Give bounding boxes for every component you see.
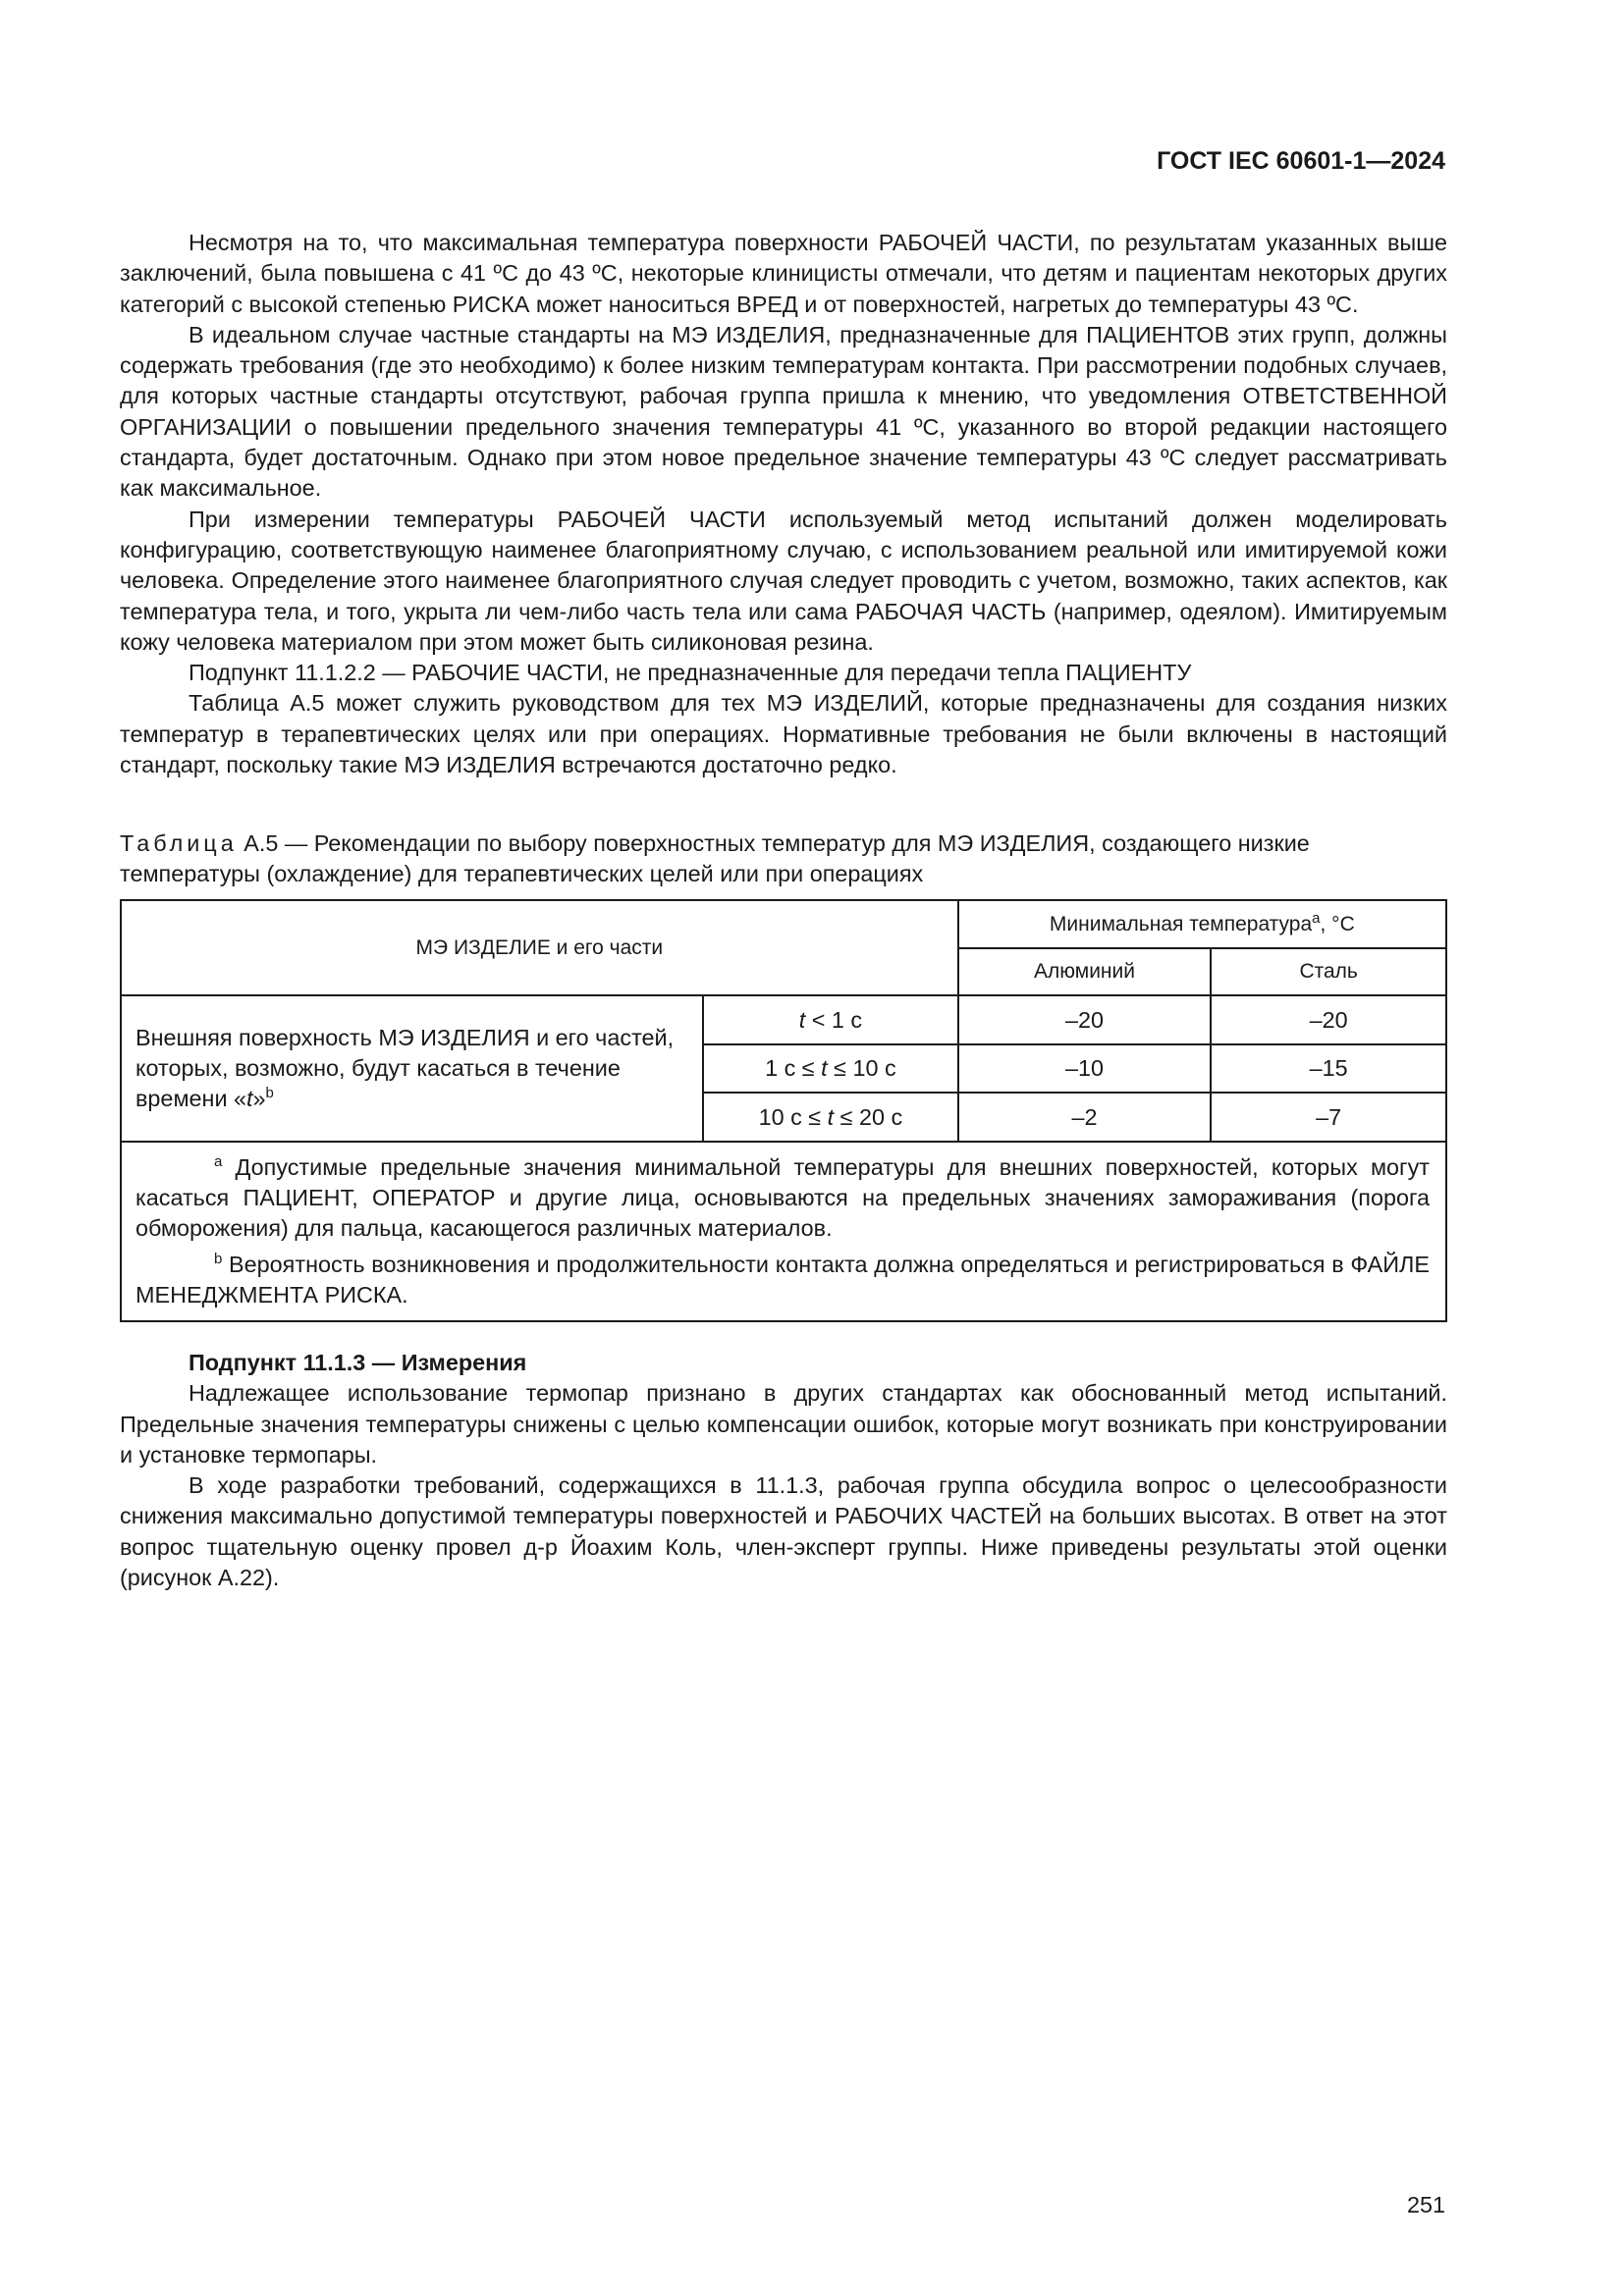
steel-value: –20 [1211,995,1446,1044]
footnote-b: $^b$ Вероятность возникновения и продолжительности контакта должна определяться и регистрироваться в ФАЙЛЕ МЕНЕДЖМЕНТА РИСКА. [135,1251,1430,1308]
steel-value: –15 [1211,1044,1446,1093]
intro-text [120,228,1447,780]
aluminium-value: –2 [958,1093,1212,1142]
paragraph: Таблица А.5 может служить руководством для тех МЭ ИЗДЕЛИЙ, которые предназначены для создания низких температур в терапевтических целях или при операциях. Нормативные требования не были включены в настоящий стандарт, поскольку такие МЭ ИЗДЕЛИЯ встречаются достаточно редко. [120,690,1447,778]
standard-header: ГОСТ IEC 60601-1—2024 [1157,147,1445,175]
table-caption-text: А.5 — Рекомендации по выбору поверхностных температур для МЭ ИЗДЕЛИЯ, создающего низкие температуры (охлаждение) для терапевтических целей или при операциях [120,830,1310,886]
paragraph: Несмотря на то, что максимальная температура поверхности РАБОЧЕЙ ЧАСТИ, по результатам указанных выше заключений, была повышена с 41 ºC до 43 ºC, некоторые клиницисты отмечали, что детям и пациентам некоторых других категорий с высокой степенью РИСКА может наноситься ВРЕД и от поверхностей, нагретых до температуры 43 ºC. [120,230,1447,317]
footnote-a: $^a$ Допустимые предельные значения минимальной температуры для внешних поверхностей, которых могут касаться ПАЦИЕНТ, ОПЕРАТОР и другие лица, основываются на предельных значениях замораживания (порога обморожения) для пальца, касающегося различных материалов. [135,1153,1430,1241]
paragraph: Надлежащее использование термопар признано в других стандартах как обоснованный метод испытаний. Предельные значения температуры снижены с целью компенсации ошибок, которые могут возникать при конструировании и установке термопары. [120,1380,1447,1468]
aluminium-value: –20 [958,995,1212,1044]
steel-value: –7 [1211,1093,1446,1142]
aluminium-value: –10 [958,1044,1212,1093]
paragraph: В идеальном случае частные стандарты на МЭ ИЗДЕЛИЯ, предназначенные для ПАЦИЕНТОВ этих групп, должны содержать требования (где это необходимо) к более низким температурам контакта. При рассмотрении подобных случаев, для которых частные стандарты отсутствуют, рабочая группа пришла к мнению, что уведомления ОТВЕТСТВЕННОЙ ОРГАНИЗАЦИИ о повышении предельного значения температуры 41 ºC, указанного во второй редакции настоящего стандарта, будет достаточным. Однако при этом новое предельное значение температуры 43 ºC следует рассматривать как максимальное. [120,321,1447,502]
header-item [121,900,958,995]
time-range: 1 с ≤ t ≤ 10 с [703,1044,958,1093]
page-number: 251 [1406,2192,1445,2217]
temperature-table [120,899,1447,1322]
row-label-close: » [252,1086,266,1111]
table-notes [121,1142,1446,1321]
row-label [121,995,703,1142]
time-range: t < 1 с [703,995,958,1044]
header-min-temp [958,900,1446,948]
table-caption [120,828,1447,889]
paragraph: При измерении температуры РАБОЧЕЙ ЧАСТИ используемый метод испытаний должен моделировать конфигурацию, соответствующую наименее благоприятному случаю, с использованием реальной или имитируемой кожи человека. Определение этого наименее благоприятного случая следует проводить с учетом, возможно, таких аспектов, как температура тела, и того, укрыта ли чем-либо часть тела или сама РАБОЧАЯ ЧАСТЬ (например, одеялом). Имитируемым кожу человека материалом при этом может быть силиконовая резина. [120,506,1447,655]
header-aluminium: Алюминий [958,948,1212,995]
time-range: 10 с ≤ t ≤ 20 с [703,1093,958,1142]
header-item-label: МЭ ИЗДЕЛИЕ и его части [415,935,664,959]
header-min-temp-unit: , °C [1320,912,1355,935]
footnote-b-ref: b [265,1085,274,1102]
section-text [120,1348,1447,1593]
table-caption-label: Таблица [120,830,238,856]
subclause-title: Подпункт 11.1.2.2 — РАБОЧИЕ ЧАСТИ, не предназначенные для передачи тепла ПАЦИЕНТУ [189,660,1192,686]
section-heading: Подпункт 11.1.3 — Измерения [189,1350,527,1375]
header-min-temp-label: Минимальная температура [1049,912,1313,935]
row-label-var: t [246,1086,253,1111]
paragraph: В ходе разработки требований, содержащихся в 11.1.3, рабочая группа обсудила вопрос о целесообразности снижения максимально допустимой температуры поверхностей и РАБОЧИХ ЧАСТЕЙ на больших высотах. В ответ на этот вопрос тщательную оценку провел д-р Йоахим Коль, член-эксперт группы. Ниже приведены результаты этой оценки (рисунок А.22). [120,1472,1447,1591]
row-label-text: Внешняя поверхность МЭ ИЗДЕЛИЯ и его частей, которых, возможно, будут касаться в течение времени « [135,1025,675,1111]
footnote-a-ref: a [1312,909,1321,927]
header-steel: Сталь [1211,948,1446,995]
